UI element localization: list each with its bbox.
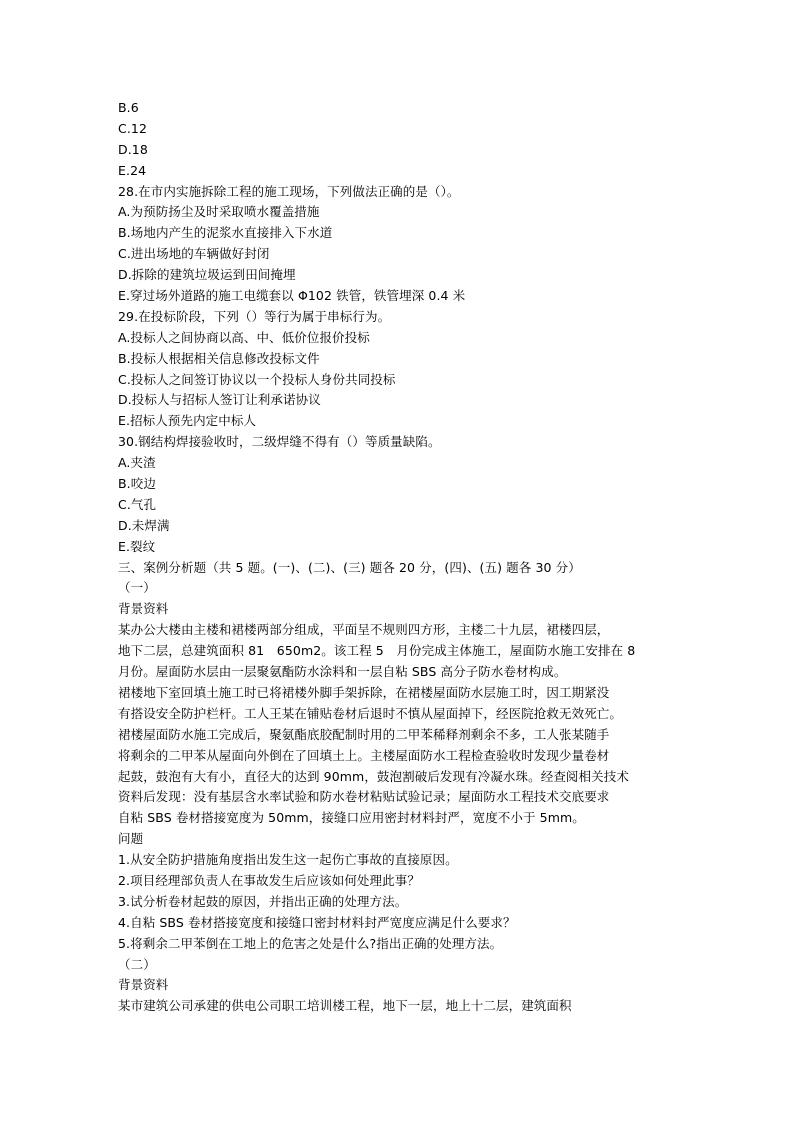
text-line: 某市建筑公司承建的供电公司职工培训楼工程，地下一层，地上十二层，建筑面积 [118,998,572,1014]
text-line: E.穿过场外道路的施工电缆套以 Φ102 铁管，铁管埋深 0.4 米 [118,288,466,304]
text-line: 起鼓，鼓泡有大有小，直径大的达到 90mm，鼓泡割破后发现有冷凝水珠。经查阅相关技术 [118,768,629,784]
text-line: A.为预防扬尘及时采取喷水覆盖措施 [118,204,320,220]
text-line: 2.项目经理部负责人在事故发生后应该如何处理此事？ [118,872,420,888]
text-line: 4.自粘 SBS 卷材搭接宽度和接缝口密封材料封严宽度应满足什么要求？ [118,914,516,930]
text-line: E.24 [118,162,147,178]
text-line: D.18 [118,141,148,157]
text-line: 30.钢结构焊接验收时，二级焊缝不得有（）等质量缺陷。 [118,434,441,450]
text-line: 问题 [118,831,144,847]
text-line: 背景资料 [118,601,169,617]
text-line: 3.试分析卷材起鼓的原因，并指出正确的处理方法。 [118,893,408,909]
text-line: A.夹渣 [118,455,156,471]
text-line: C.气孔 [118,496,157,512]
text-line: B.投标人根据相关信息修改投标文件 [118,350,320,366]
text-line: D.拆除的建筑垃圾运到田间掩埋 [118,267,296,283]
text-line: A.投标人之间协商以高、中、低价位报价投标 [118,329,370,345]
text-line: 28.在市内实施拆除工程的施工现场，下列做法正确的是（）。 [118,183,460,199]
text-line: C.进出场地的车辆做好封闭 [118,246,270,262]
text-line: 将剩余的二甲苯从屋面向外倒在了回填土上。主楼屋面防水工程检查验收时发现少量卷材 [118,747,610,763]
text-line: B.咬边 [118,476,156,492]
text-line: 1.从安全防护措施角度指出发生这一起伤亡事故的直接原因。 [118,852,458,868]
text-line: B.6 [118,100,139,115]
text-line: C.投标人之间签订协议以一个投标人身份共同投标 [118,371,396,387]
text-line: E.裂纹 [118,538,156,554]
document-page [118,98,638,1017]
text-line: 有搭设安全防护栏杆。工人王某在铺贴卷材后退时不慎从屋面掉下，经医院抢救无效死亡。 [118,705,623,721]
text-line: D.投标人与招标人签订让利承诺协议 [118,392,321,408]
text-line: （二） [118,956,156,972]
text-line: 29.在投标阶段，下列（）等行为属于串标行为。 [118,308,391,324]
text-line: 裙楼屋面防水施工完成后，聚氨酯底胶配制时用的二甲苯稀释剂剩余不多，工人张某随手 [118,726,610,742]
text-line: 5.将剩余二甲苯倒在工地上的危害之处是什么?指出正确的处理方法。 [118,935,503,951]
text-line: 资料后发现：没有基层含水率试验和防水卷材粘贴试验记录；屋面防水工程技术交底要求 [118,789,610,805]
text-line: 月份。屋面防水层由一层聚氨酯防水涂料和一层自粘 SBS 高分子防水卷材构成。 [118,664,567,680]
text-line: 三、案例分析题（共 5 题。(一)、(二)、(三) 题各 20 分，(四)、(五) 题各 30 分） [118,559,581,575]
text-line: D.未焊满 [118,517,170,533]
text-line: （一） [118,580,156,596]
text-line: E.招标人预先内定中标人 [118,413,257,429]
text-line: B.场地内产生的泥浆水直接排入下水道 [118,225,333,241]
text-line: 裙楼地下室回填土施工时已将裙楼外脚手架拆除，在裙楼屋面防水层施工时，因工期紧没 [118,684,610,700]
text-line: C.12 [118,120,148,136]
text-line: 背景资料 [118,977,169,993]
text-line: 地下二层，总建筑面积 81 650m2。该工程 5 月份完成主体施工，屋面防水施工安排在 8 [118,643,636,659]
text-line: 自粘 SBS 卷材搭接宽度为 50mm，接缝口应用密封材料封严，宽度不小于 5mm。 [118,810,585,826]
text-line: 某办公大楼由主楼和裙楼两部分组成，平面呈不规则四方形，主楼二十九层，裙楼四层， [118,622,610,638]
